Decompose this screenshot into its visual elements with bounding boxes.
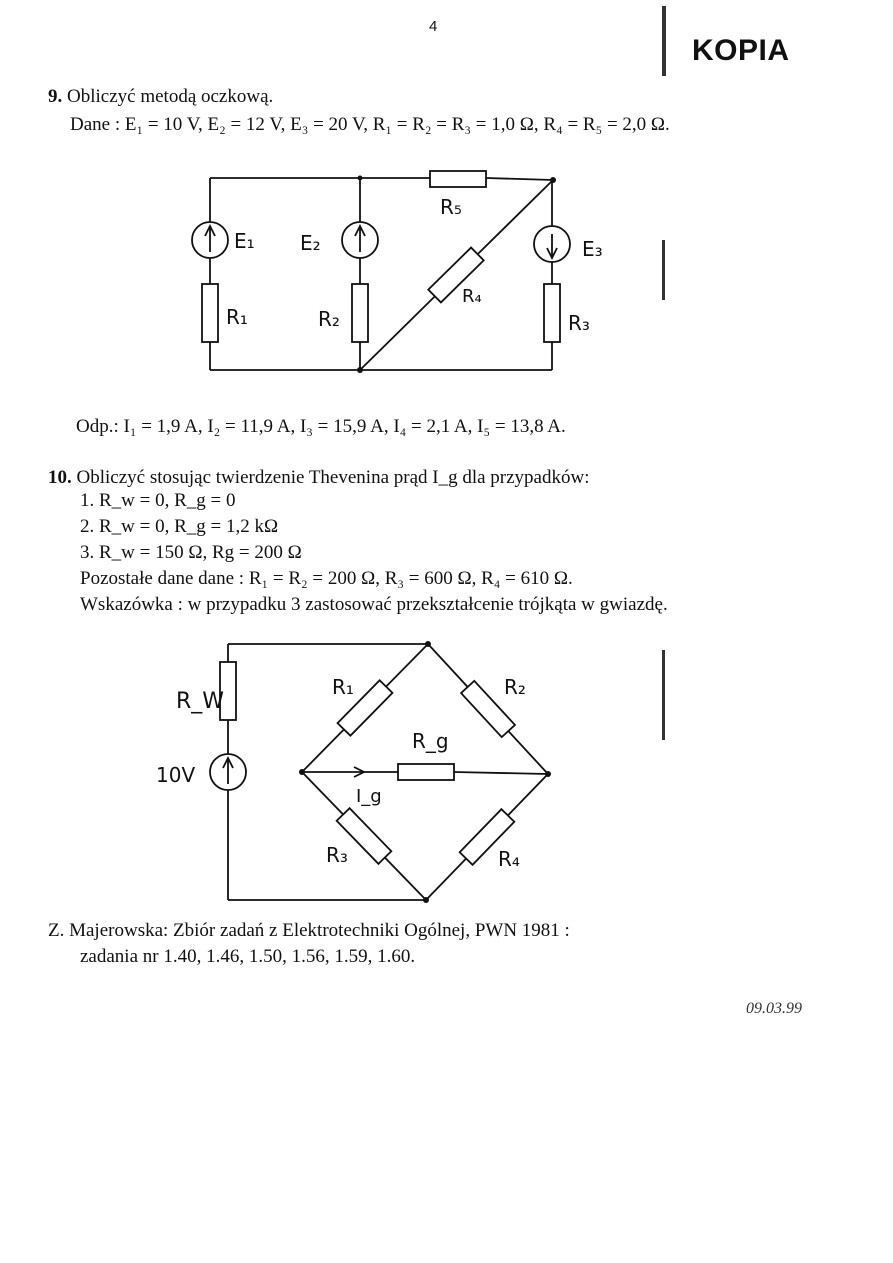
page-number: 4	[429, 18, 438, 35]
task10-hint: Wskazówka : w przypadku 3 zastosować przekształcenie trójkąta w gwiazdę.	[80, 594, 668, 615]
source-voltage-label: 10V	[156, 763, 196, 787]
r2-label: R₂	[504, 675, 526, 699]
r3-label: R₃	[326, 843, 348, 867]
r3-label: R₃	[568, 311, 590, 335]
r4-label: R₄	[498, 847, 520, 871]
task10-case-2: 2. R_w = 0, R_g = 1,2 kΩ	[80, 516, 279, 537]
e2-label: E₂	[300, 231, 321, 255]
r5-label: R₅	[440, 195, 462, 219]
task10-case-1: 1. R_w = 0, R_g = 0	[80, 490, 236, 511]
task10-number: 10.	[48, 467, 72, 488]
task10-bridge-circuit-diagram	[150, 630, 570, 910]
task9-circuit-diagram	[170, 160, 610, 390]
scan-mark	[662, 240, 665, 300]
r2-label: R₂	[318, 307, 340, 331]
rw-label: R_W	[176, 689, 225, 714]
scan-mark	[662, 650, 665, 740]
task9-given: Dane : E₁ = 10 V, E₂ = 12 V, E₃ = 20 V, R₁ = R₂ = R₃ = 1,0 Ω, R₄ = R₅ = 2,0 Ω.	[70, 114, 670, 135]
r4-label: R₄	[462, 286, 482, 307]
task10-other-data: Pozostałe dane dane : R₁ = R₂ = 200 Ω, R₃ = 600 Ω, R₄ = 610 Ω.	[80, 568, 573, 589]
task10-title: Obliczyć stosując twierdzenie Thevenina prąd I_g dla przypadków:	[76, 467, 590, 488]
e3-label: E₃	[582, 237, 603, 261]
r1-label: R₁	[332, 675, 354, 699]
task9-title: Obliczyć metodą oczkową.	[67, 86, 274, 107]
date-stamp: 09.03.99	[746, 1000, 802, 1017]
scan-mark	[662, 6, 666, 76]
ig-label: I_g	[356, 786, 382, 807]
task9-answer: Odp.: I₁ = 1,9 A, I₂ = 11,9 A, I₃ = 15,9 A, I₄ = 2,1 A, I₅ = 13,8 A.	[76, 416, 566, 437]
reference-line-2: zadania nr 1.40, 1.46, 1.50, 1.56, 1.59, 1.60.	[80, 946, 416, 967]
rg-label: R_g	[412, 729, 449, 753]
kopia-stamp: KOPIA	[692, 34, 790, 67]
task10-case-3: 3. R_w = 150 Ω, Rg = 200 Ω	[80, 542, 302, 563]
e1-label: E₁	[234, 229, 255, 253]
task9-number: 9.	[48, 86, 63, 107]
reference-line-1: Z. Majerowska: Zbiór zadań z Elektrotechniki Ogólnej, PWN 1981 :	[48, 920, 570, 941]
r1-label: R₁	[226, 305, 248, 329]
task9-heading	[48, 84, 273, 110]
